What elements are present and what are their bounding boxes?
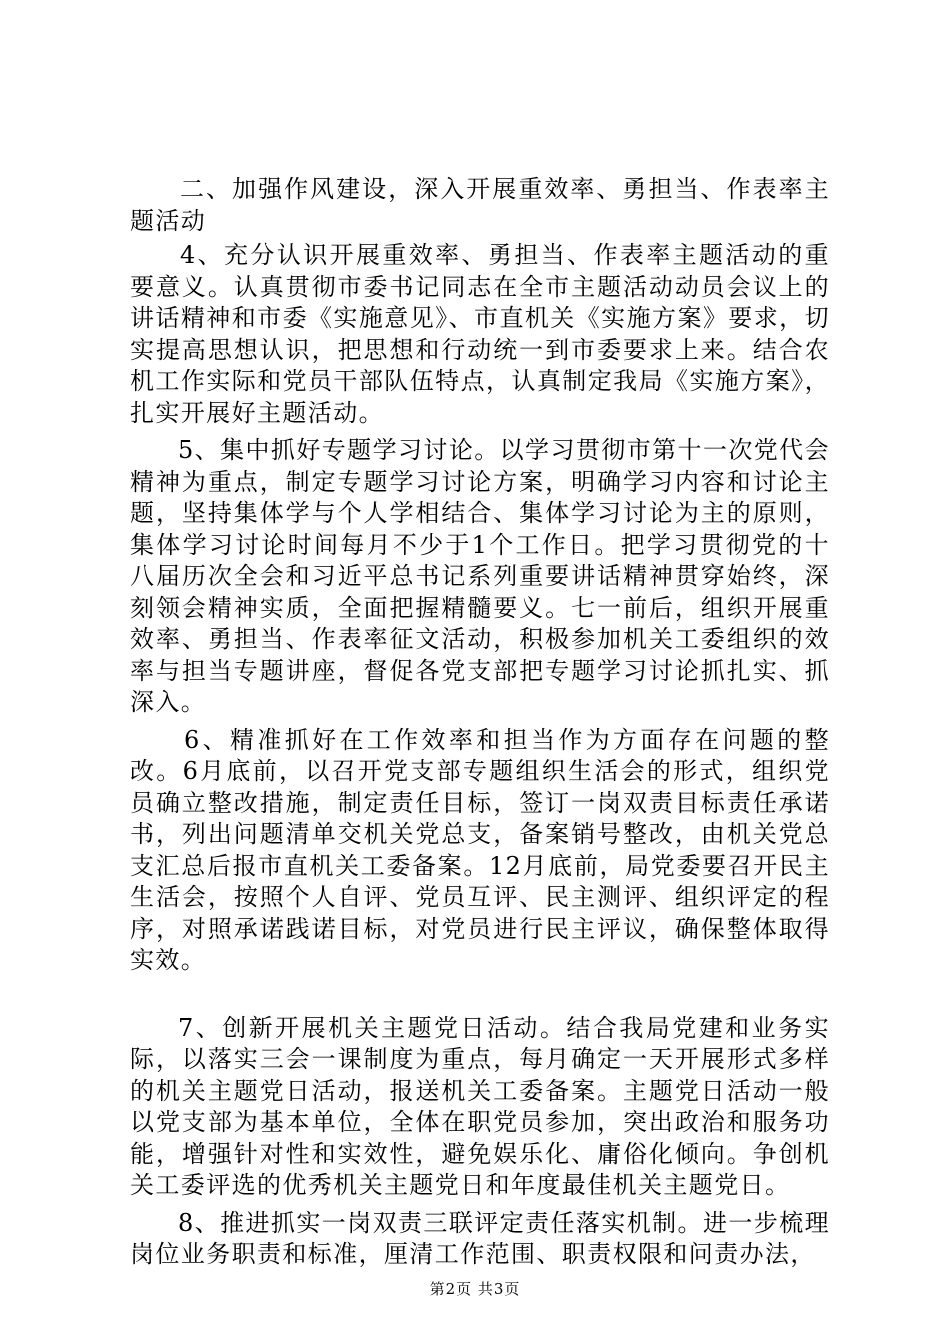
paragraph-4: 4、充分认识开展重效率、勇担当、作表率主题活动的重要意义。认真贯彻市委书记同志在全市主题活动动员会议上的讲话精神和市委《实施意见》、市直机关《实施方案》要求，切实提高思想认识，把思想和行动统一到市委要求上来。结合农机工作实际和党员干部队伍特点，认真制定我局《实施方案》，扎实开展好主题活动。	[130, 241, 830, 427]
section-heading: 二、加强作风建设，深入开展重效率、勇担当、作表率主题活动	[130, 175, 830, 235]
paragraph-5: 5、集中抓好专题学习讨论。以学习贯彻市第十一次党代会精神为重点，制定专题学习讨论方案，明确学习内容和讨论主题，坚持集体学与个人学相结合、集体学习讨论为主的原则，集体学习讨论时间每月不少于1个工作日。把学习贯彻党的十八届历次全会和习近平总书记系列重要讲话精神贯穿始终，深刻领会精神实质，全面把握精髓要义。七一前后，组织开展重效率、勇担当、作表率征文活动，积极参加机关工委组织的效率与担当专题讲座，督促各党支部把专题学习讨论抓扎实、抓深入。	[130, 436, 830, 716]
page-footer: 第2页 共3页	[429, 1280, 521, 1298]
paragraph-6: 6、精准抓好在工作效率和担当作为方面存在问题的整改。6月底前，以召开党支部专题组织生活会的形式，组织党员确立整改措施，制定责任目标，签订一岗双责目标责任承诺书，列出问题清单交机关党总支，备案销号整改，由机关党总支汇总后报市直机关工委备案。12月底前，局党委要召开民主生活会，按照个人自评、党员互评、民主测评、组织评定的程序，对照承诺践诺目标，对党员进行民主评议，确保整体取得实效。	[130, 725, 830, 974]
document-body	[130, 174, 830, 1271]
paragraph-7: 7、创新开展机关主题党日活动。结合我局党建和业务实际，以落实三会一课制度为重点，每月确定一天开展形式多样的机关主题党日活动，报送机关工委备案。主题党日活动一般以党支部为基本单位，全体在职党员参加，突出政治和服务功能，增强针对性和实效性，避免娱乐化、庸俗化倾向。争创机关工委评选的优秀机关主题党日和年度最佳机关主题党日。	[130, 1013, 830, 1199]
paragraph-8: 8、推进抓实一岗双责三联评定责任落实机制。进一步梳理岗位业务职责和标准，厘清工作范围、职责权限和问责办法，	[130, 1208, 830, 1268]
